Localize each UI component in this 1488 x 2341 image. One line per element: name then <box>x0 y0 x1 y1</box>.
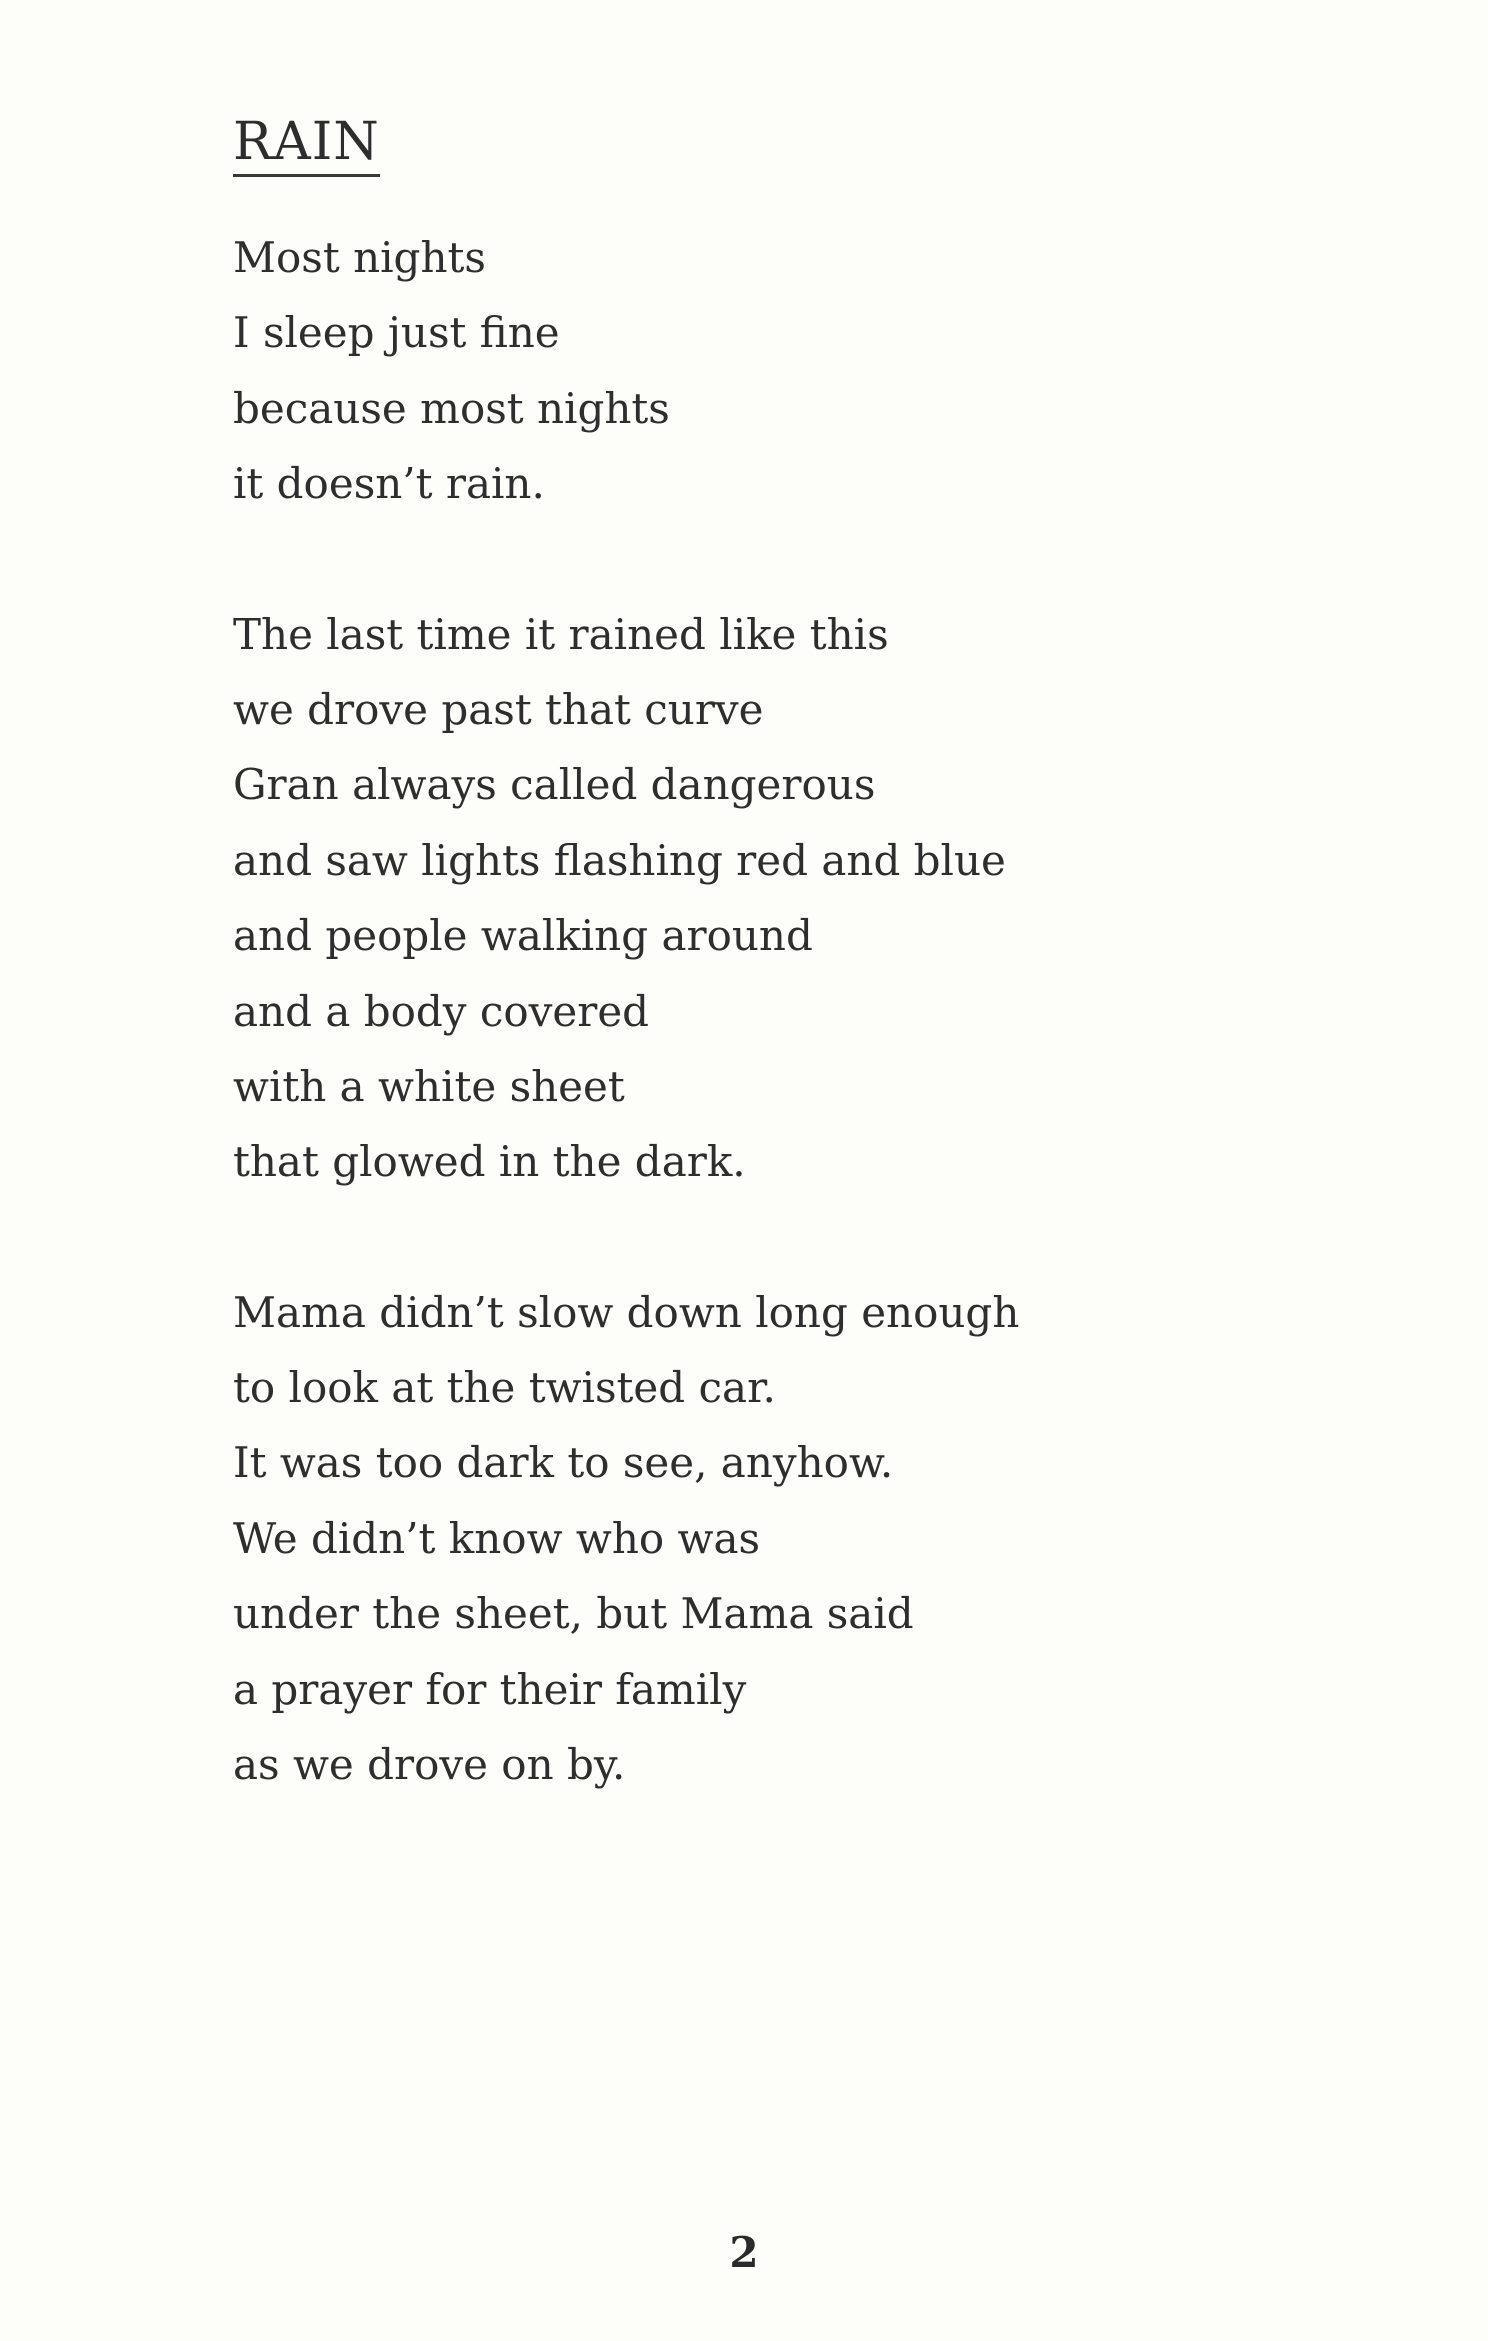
poem-line: and a body covered <box>233 986 650 1036</box>
poem-line: I sleep just fine <box>233 308 560 358</box>
poem-body <box>233 220 1333 1802</box>
poem-line: a prayer for their family <box>233 1664 747 1714</box>
poem-line: under the sheet, but Mama said <box>233 1589 914 1639</box>
poem-line: as we drove on by. <box>233 1740 626 1790</box>
poem-line: We didn’t know who was <box>233 1513 761 1563</box>
poem-line: and people walking around <box>233 911 813 961</box>
stanza-2 <box>233 597 1333 1200</box>
poem-line: The last time it rained like this <box>233 609 889 659</box>
poem-line: to look at the twisted car. <box>233 1363 776 1413</box>
stanza-3 <box>233 1275 1333 1803</box>
poem-line: that glowed in the dark. <box>233 1137 746 1187</box>
poem-line: Mama didn’t slow down long enough <box>233 1287 1020 1337</box>
poem-line: we drove past that curve <box>233 684 764 734</box>
stanza-1 <box>233 220 1333 522</box>
poem-line: Gran always called dangerous <box>233 760 876 810</box>
poem-line: It was too dark to see, anyhow. <box>233 1438 894 1488</box>
poem-line: and saw lights flashing red and blue <box>233 835 1006 885</box>
poem-line: it doesn’t rain. <box>233 459 545 509</box>
poem-title: RAIN <box>233 116 380 177</box>
poem-line: with a white sheet <box>233 1061 625 1111</box>
poem-line: because most nights <box>233 383 670 433</box>
page-number: 2 <box>729 2228 759 2277</box>
poem-line: Most nights <box>233 233 486 282</box>
